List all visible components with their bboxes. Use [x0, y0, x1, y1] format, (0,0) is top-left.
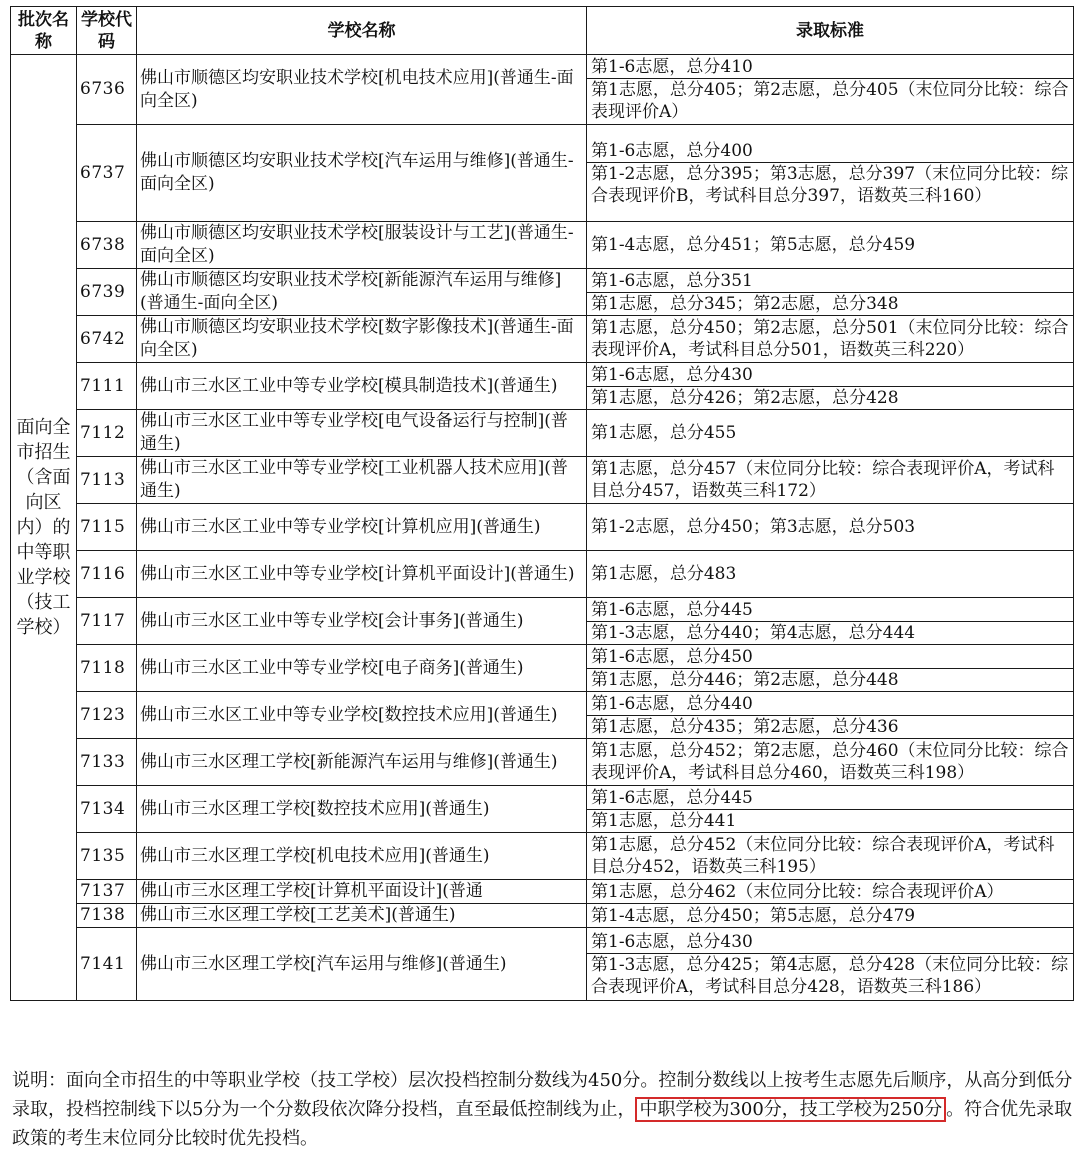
school-name-cell: 佛山市顺德区均安职业技术学校[数字影像技术](普通生-面向全区) [137, 316, 587, 363]
school-name-cell: 佛山市三水区理工学校[新能源汽车运用与维修](普通生) [137, 739, 587, 786]
criteria-line: 第1-4志愿，总分450；第5志愿，总分479 [591, 905, 916, 926]
criteria-line: 第1-6志愿，总分430 [591, 931, 753, 952]
school-code-cell: 6737 [77, 125, 137, 222]
criteria-line: 第1志愿，总分462（末位同分比较：综合表现评价A） [591, 881, 1004, 902]
header-code: 学校代码 [77, 7, 137, 55]
criteria-cell [587, 928, 1074, 1001]
criteria-cell [587, 55, 1074, 125]
school-code-cell: 7112 [77, 410, 137, 457]
criteria-line: 第1志愿，总分446；第2志愿，总分448 [587, 668, 1073, 691]
school-name-cell: 佛山市三水区理工学校[数控技术应用](普通生) [137, 786, 587, 833]
school-name-cell: 佛山市三水区理工学校[机电技术应用](普通生) [137, 833, 587, 880]
school-code-cell: 6742 [77, 316, 137, 363]
criteria-line: 第1-6志愿，总分445 [591, 599, 753, 620]
table-row [11, 598, 1074, 645]
criteria-cell [587, 904, 1074, 928]
table-row [11, 55, 1074, 125]
school-code-cell: 7113 [77, 457, 137, 504]
criteria-line: 第1志愿，总分345；第2志愿，总分348 [587, 292, 1073, 315]
school-name-cell: 佛山市三水区理工学校[工艺美术](普通生) [137, 904, 587, 928]
criteria-cell [587, 222, 1074, 269]
criteria-line: 第1志愿，总分426；第2志愿，总分428 [587, 386, 1073, 409]
school-code-cell: 7138 [77, 904, 137, 928]
criteria-line: 第1-6志愿，总分430 [591, 364, 753, 385]
school-name-cell: 佛山市顺德区均安职业技术学校[新能源汽车运用与维修](普通生-面向全区) [137, 269, 587, 316]
criteria-line: 第1志愿，总分455 [591, 423, 737, 443]
school-name-cell: 佛山市三水区工业中等专业学校[会计事务](普通生) [137, 598, 587, 645]
criteria-cell [587, 316, 1074, 363]
school-name-cell: 佛山市三水区工业中等专业学校[计算机应用](普通生) [137, 504, 587, 551]
school-code-cell: 6738 [77, 222, 137, 269]
criteria-cell [587, 363, 1074, 410]
table-row [11, 786, 1074, 833]
criteria-line: 第1-3志愿，总分425；第4志愿，总分428（末位同分比较：综合表现评价A，考试科目总分428，语数英三科186） [587, 953, 1073, 998]
note-text-before: 说明：面向全市招生的中等职业学校（技工学校）层次投档控制分数线为450分。控制分数线以上按考生志愿先后顺序，从高分到低分录取，投档控制线下以5分为一个分数段依次降分投档，直至最低控制线为止， [12, 1070, 1073, 1120]
criteria-cell [587, 692, 1074, 739]
table-row [11, 928, 1074, 1001]
school-name-cell: 佛山市三水区理工学校[计算机平面设计](普通 [137, 880, 587, 904]
school-code-cell: 7135 [77, 833, 137, 880]
school-code-cell: 6736 [77, 55, 137, 125]
criteria-cell [587, 125, 1074, 222]
note-text-after: 。符合优先录取政策的考生末位同分比较时优先投档。 [12, 1099, 1073, 1149]
header-batch: 批次名称 [11, 7, 77, 55]
criteria-line: 第1志愿，总分452（末位同分比较：综合表现评价A，考试科目总分452，语数英三科195） [591, 835, 1055, 877]
table-row [11, 125, 1074, 222]
admission-table [10, 6, 1074, 1001]
criteria-line: 第1-2志愿，总分395；第3志愿，总分397（末位同分比较：综合表现评价B，考试科目总分397，语数英三科160） [587, 162, 1073, 207]
school-name-cell: 佛山市顺德区均安职业技术学校[服装设计与工艺](普通生-面向全区) [137, 222, 587, 269]
school-name-cell: 佛山市三水区工业中等专业学校[模具制造技术](普通生) [137, 363, 587, 410]
school-code-cell: 7115 [77, 504, 137, 551]
batch-name-cell: 面向全市招生（含面向区内）的中等职业学校（技工学校） [11, 55, 77, 1001]
criteria-line: 第1-3志愿，总分440；第4志愿，总分444 [587, 621, 1073, 644]
criteria-cell [587, 551, 1074, 598]
table-row [11, 904, 1074, 928]
school-code-cell: 7118 [77, 645, 137, 692]
school-name-cell: 佛山市三水区工业中等专业学校[计算机平面设计](普通生) [137, 551, 587, 598]
criteria-line: 第1志愿，总分450；第2志愿，总分501（末位同分比较：综合表现评价A，考试科目总分501，语数英三科220） [591, 318, 1069, 360]
criteria-cell [587, 880, 1074, 904]
criteria-line: 第1-6志愿，总分410 [591, 57, 753, 77]
table-row [11, 880, 1074, 904]
table-header-row [11, 7, 1074, 55]
table-row [11, 833, 1074, 880]
school-code-cell: 7141 [77, 928, 137, 1001]
header-criteria: 录取标准 [587, 7, 1074, 55]
table-row [11, 363, 1074, 410]
school-code-cell: 7111 [77, 363, 137, 410]
school-name-cell: 佛山市三水区工业中等专业学校[数控技术应用](普通生) [137, 692, 587, 739]
criteria-line: 第1-6志愿，总分440 [591, 693, 753, 714]
criteria-cell [587, 410, 1074, 457]
criteria-line: 第1-4志愿，总分451；第5志愿，总分459 [591, 235, 916, 255]
criteria-line: 第1志愿，总分441 [587, 809, 1073, 832]
school-name-cell: 佛山市三水区理工学校[汽车运用与维修](普通生) [137, 928, 587, 1001]
school-name-cell: 佛山市顺德区均安职业技术学校[汽车运用与维修](普通生-面向全区) [137, 125, 587, 222]
school-name-cell: 佛山市顺德区均安职业技术学校[机电技术应用](普通生-面向全区) [137, 55, 587, 125]
explanation-note [12, 1066, 1074, 1153]
criteria-line: 第1志愿，总分452；第2志愿，总分460（末位同分比较：综合表现评价A，考试科目总分460，语数英三科198） [591, 741, 1069, 783]
criteria-cell [587, 504, 1074, 551]
criteria-line: 第1-6志愿，总分445 [591, 787, 753, 808]
table-row [11, 645, 1074, 692]
criteria-line: 第1-2志愿，总分450；第3志愿，总分503 [591, 517, 916, 537]
table-row [11, 504, 1074, 551]
criteria-cell [587, 645, 1074, 692]
school-code-cell: 7123 [77, 692, 137, 739]
criteria-cell [587, 739, 1074, 786]
table-row [11, 457, 1074, 504]
criteria-line: 第1志愿，总分435；第2志愿，总分436 [587, 715, 1073, 738]
school-code-cell: 7137 [77, 880, 137, 904]
school-code-cell: 7116 [77, 551, 137, 598]
table-row [11, 551, 1074, 598]
table-row [11, 692, 1074, 739]
criteria-line: 第1-6志愿，总分450 [591, 646, 753, 667]
criteria-cell [587, 786, 1074, 833]
header-school: 学校名称 [137, 7, 587, 55]
criteria-line: 第1志愿，总分405；第2志愿，总分405（末位同分比较：综合表现评价A） [587, 78, 1073, 123]
table-row [11, 410, 1074, 457]
school-code-cell: 7133 [77, 739, 137, 786]
note-highlight: 中职学校为300分，技工学校为250分 [635, 1097, 946, 1122]
criteria-cell [587, 457, 1074, 504]
school-name-cell: 佛山市三水区工业中等专业学校[电子商务](普通生) [137, 645, 587, 692]
table-body [11, 55, 1074, 1001]
school-code-cell: 7134 [77, 786, 137, 833]
table-row [11, 222, 1074, 269]
criteria-line: 第1志愿，总分483 [591, 564, 737, 584]
criteria-line: 第1志愿，总分457（末位同分比较：综合表现评价A，考试科目总分457，语数英三科172） [591, 459, 1055, 501]
table-row [11, 316, 1074, 363]
school-code-cell: 6739 [77, 269, 137, 316]
school-name-cell: 佛山市三水区工业中等专业学校[电气设备运行与控制](普通生) [137, 410, 587, 457]
criteria-line: 第1-6志愿，总分400 [591, 140, 753, 161]
criteria-cell [587, 269, 1074, 316]
criteria-cell [587, 833, 1074, 880]
table-row [11, 269, 1074, 316]
school-name-cell: 佛山市三水区工业中等专业学校[工业机器人技术应用](普通生) [137, 457, 587, 504]
criteria-line: 第1-6志愿，总分351 [591, 270, 753, 291]
criteria-cell [587, 598, 1074, 645]
school-code-cell: 7117 [77, 598, 137, 645]
table-row [11, 739, 1074, 786]
